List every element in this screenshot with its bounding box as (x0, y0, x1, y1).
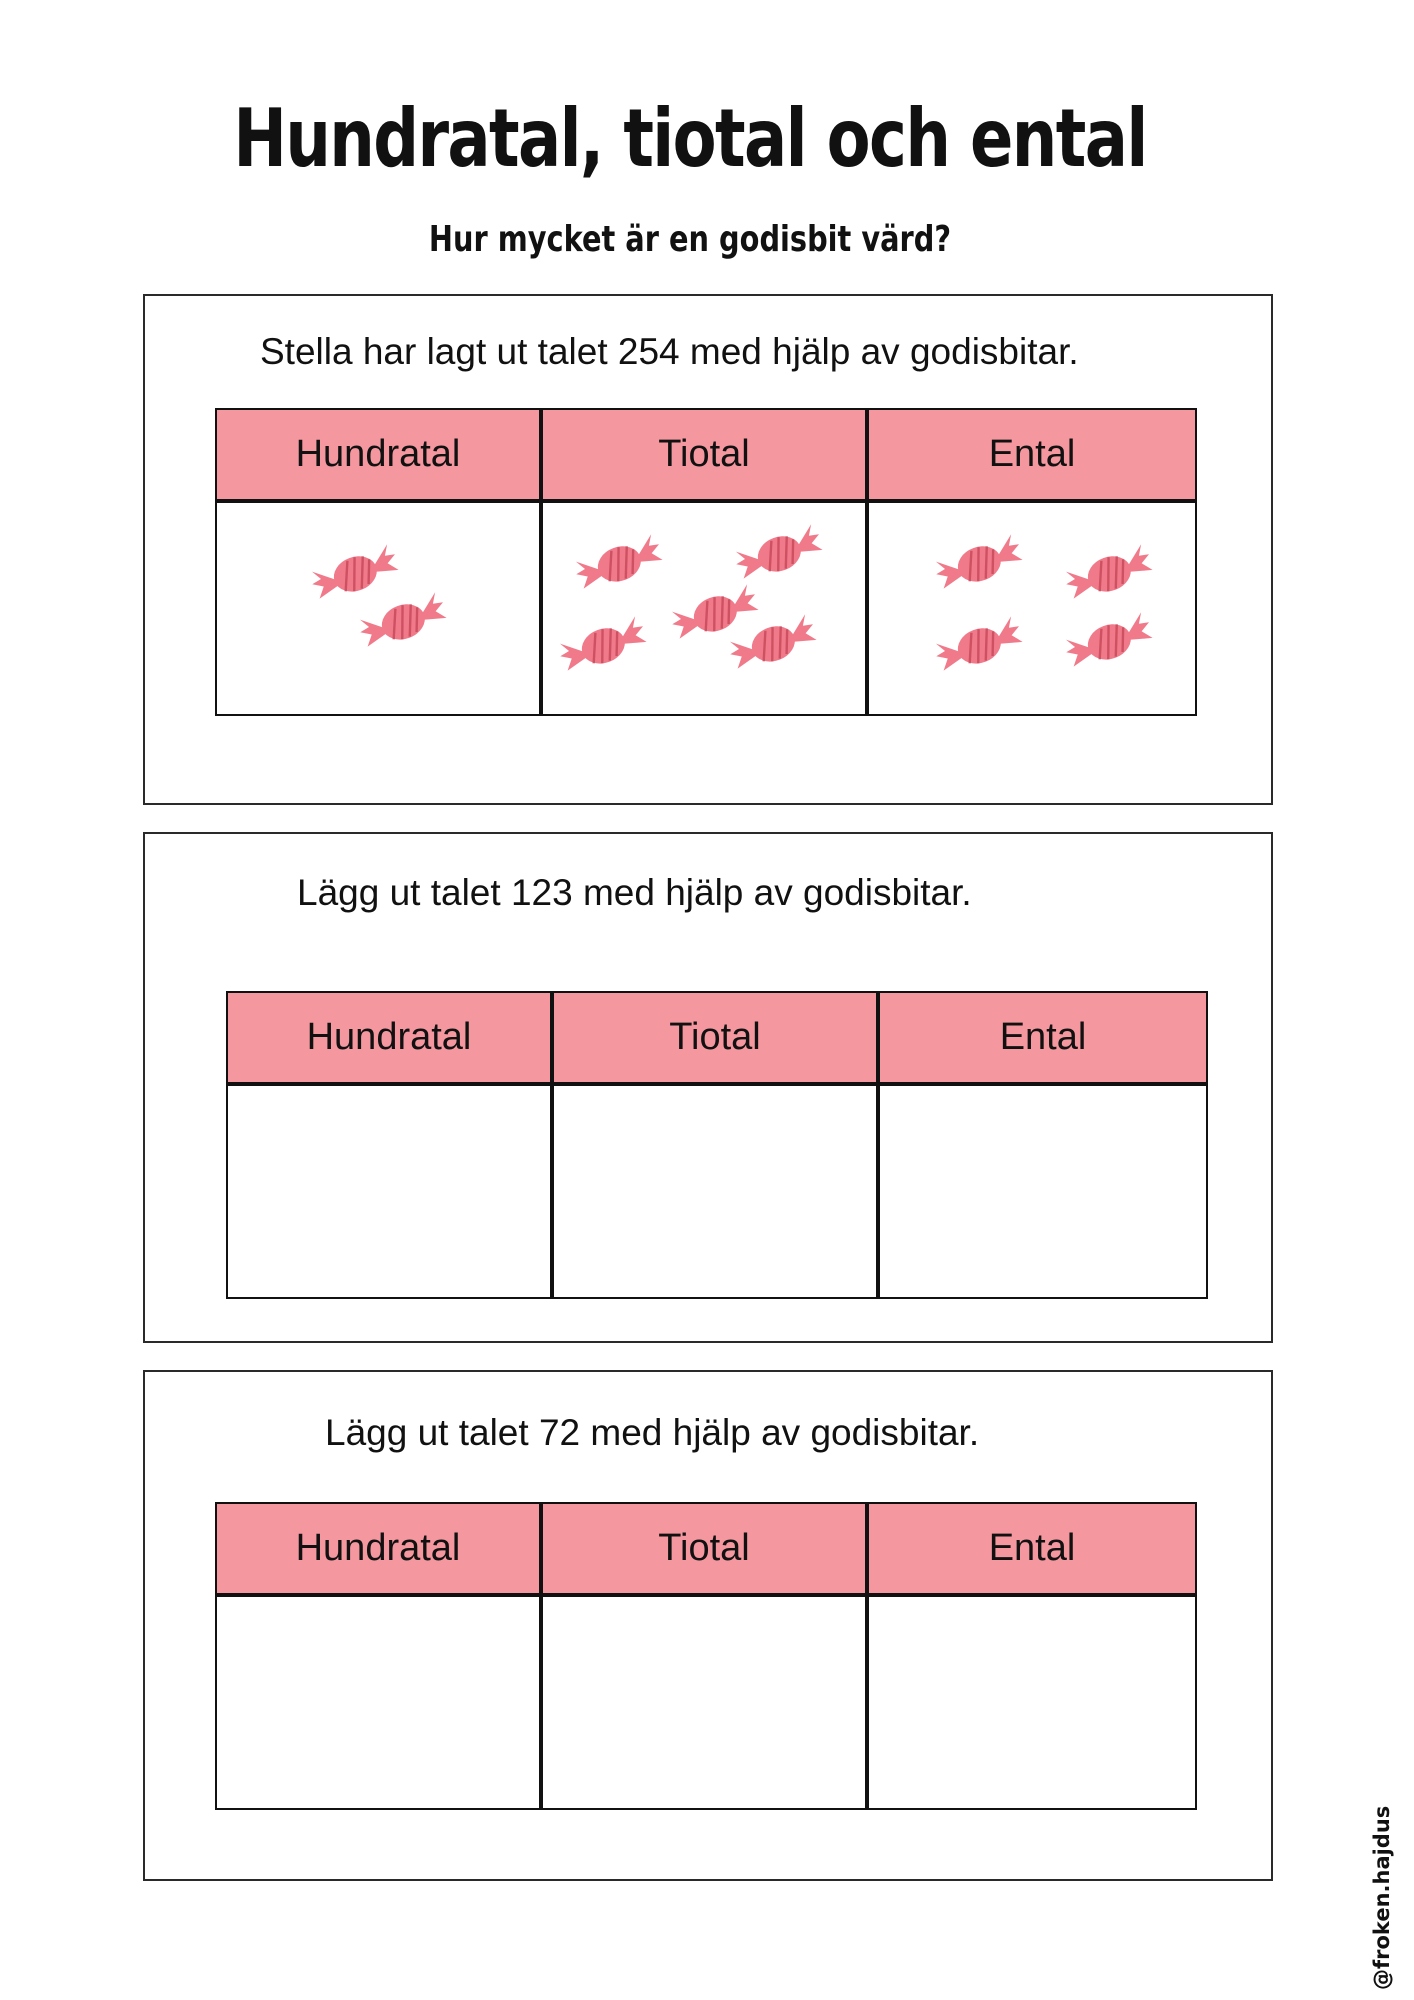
column-header-hundratal: Hundratal (217, 410, 543, 503)
ental-answer-cell[interactable] (880, 1086, 1206, 1297)
exercise-prompt: Lägg ut talet 72 med hjälp av godisbitar. (325, 1412, 980, 1453)
place-value-table (215, 1502, 1197, 1810)
author-handle: @froken.hajdus (1370, 1805, 1394, 1990)
exercise-prompt: Lägg ut talet 123 med hjälp av godisbitar. (297, 872, 972, 913)
candy-icon (355, 591, 451, 651)
candy-icon (1061, 611, 1157, 671)
column-header-hundratal: Hundratal (228, 993, 554, 1086)
page-subtitle: Hur mycket är en godisbit värd? (428, 219, 952, 260)
tiotal-answer-cell[interactable] (554, 1086, 880, 1297)
column-header-ental: Ental (869, 1504, 1195, 1597)
page-title: Hundratal, tiotal och ental (233, 92, 1147, 185)
candy-icon (731, 523, 827, 583)
candy-icon (931, 533, 1027, 593)
ental-cell (869, 503, 1195, 714)
ental-answer-cell[interactable] (869, 1597, 1195, 1808)
column-header-tiotal: Tiotal (554, 993, 880, 1086)
exercise-section-2 (143, 832, 1273, 1343)
exercise-section-1 (143, 294, 1273, 805)
place-value-table (215, 408, 1197, 716)
exercise-prompt: Stella har lagt ut talet 254 med hjälp av godisbitar. (260, 331, 1079, 372)
hundratal-cell (217, 503, 543, 714)
candy-icon (555, 615, 651, 675)
hundratal-answer-cell[interactable] (217, 1597, 543, 1808)
column-header-ental: Ental (880, 993, 1206, 1086)
column-header-tiotal: Tiotal (543, 410, 869, 503)
tiotal-answer-cell[interactable] (543, 1597, 869, 1808)
candy-icon (931, 615, 1027, 675)
exercise-section-3 (143, 1370, 1273, 1881)
column-header-ental: Ental (869, 410, 1195, 503)
tiotal-cell (543, 503, 869, 714)
column-header-hundratal: Hundratal (217, 1504, 543, 1597)
candy-icon (1061, 543, 1157, 603)
candy-icon (571, 533, 667, 593)
hundratal-answer-cell[interactable] (228, 1086, 554, 1297)
column-header-tiotal: Tiotal (543, 1504, 869, 1597)
place-value-table (226, 991, 1208, 1299)
candy-icon (725, 613, 821, 673)
